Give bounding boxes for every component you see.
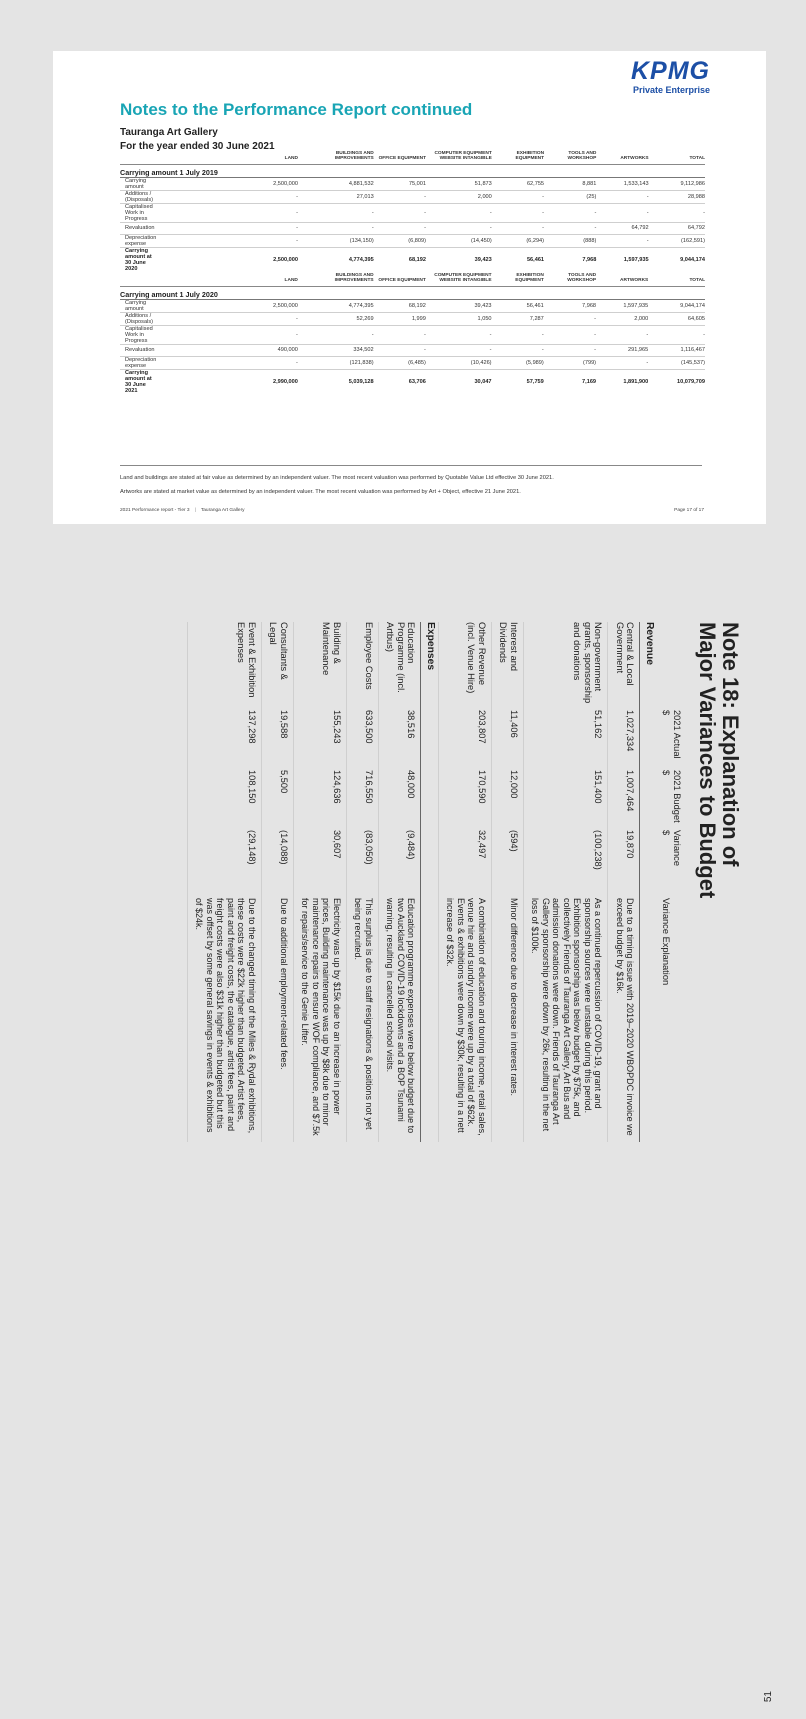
cell-value: - <box>648 325 705 344</box>
column-header: COMPUTER EQUIPMENT WEBSITE INTANGIBLE <box>426 151 492 164</box>
cell-value: - <box>596 356 648 369</box>
cell-value: - <box>544 344 596 356</box>
table-row <box>120 299 705 312</box>
variance-explanation: Due to the changed timing of the Miles & Rydal exhibitions, these costs were $22k higher than budgeted. Artist fees, paint and freight costs, the catalogue, artist fees, paint and freight costs were also $31k higher than budgeted but this was offset by some general savings in events & exhibitions of $24k. <box>188 890 262 1142</box>
cell-value: 8,881 <box>544 177 596 190</box>
total-value: 4,774,395 <box>348 256 374 263</box>
cell-value: 1,116,467 <box>648 344 705 356</box>
organisation-name: Tauranga Art Gallery <box>120 127 218 138</box>
actual-value: 137,298 <box>188 710 262 770</box>
table-row <box>120 203 705 222</box>
cell-value: - <box>492 222 544 234</box>
group-heading-row <box>421 622 439 1142</box>
variance-explanation: As a continued repercussion of COVID-19, grant and sponsorship sources were unstable during this period. Exhibition sponsorship was below budget by $75k, and collectively Friends of Tauranga Art Gallery, Art Bus and admission donations were down. Friends of Tauranga Art Gallery sponsorship were down by 26k, resulting in the net loss of $100k. <box>524 890 609 1142</box>
cell-value: 490,000 <box>156 344 297 356</box>
header-explanation: Variance Explanation <box>661 898 671 986</box>
table-row <box>120 344 705 356</box>
cell-value: - <box>544 325 596 344</box>
cell-value: - <box>544 203 596 222</box>
cell-value: 27,013 <box>298 190 374 203</box>
section-heading: Carrying amount 1 July 2020 <box>120 286 705 299</box>
page-number: 51 <box>763 1691 774 1703</box>
cell-value: - <box>492 325 544 344</box>
column-header: TOOLS AND WORKSHOP <box>544 151 596 164</box>
actual-value: 155,243 <box>294 710 347 770</box>
total-value: 63,706 <box>408 378 426 385</box>
cell-value: (25) <box>544 190 596 203</box>
divider <box>120 465 702 466</box>
cell-value: - <box>492 203 544 222</box>
variance-explanation: Due to a timing issue with 2019–2020 WBOPDC invoice we exceed budget by $16k. <box>608 890 640 1142</box>
budget-line-label: Consultants & Legal <box>262 622 294 710</box>
cell-value: - <box>156 203 298 222</box>
footer-org: Tauranga Art Gallery <box>200 508 245 513</box>
cell-value: 1,050 <box>426 312 492 325</box>
variance-explanation: Education programme expenses were below budget due to two Auckland COVID-19 lockdowns and a BOP Tsunami warning, resulting in cancelled school visits. <box>379 890 422 1142</box>
column-header-row <box>120 151 705 164</box>
cell-value: (134,150) <box>298 234 374 247</box>
row-label: Depreciation expense <box>120 356 156 369</box>
cell-value: 7,968 <box>544 299 596 312</box>
budget-value: 170,590 <box>439 770 492 830</box>
cell-value: - <box>298 222 374 234</box>
budget-row <box>188 622 262 1142</box>
column-header: TOOLS AND WORKSHOP <box>544 273 596 286</box>
cell-value: - <box>492 190 544 203</box>
budget-row <box>379 622 422 1142</box>
row-label: Revaluation <box>120 222 156 234</box>
budget-line-label: Education Programme (incl. Artbus) <box>379 622 422 710</box>
total-value: 9,044,174 <box>680 256 705 263</box>
cell-value: 64,792 <box>649 222 705 234</box>
budget-value: 716,550 <box>347 770 379 830</box>
total-value: 7,968 <box>582 256 597 263</box>
total-value: 56,461 <box>526 256 545 263</box>
cell-value: - <box>374 344 426 356</box>
kpmg-logo <box>631 58 710 95</box>
cell-value: 291,965 <box>596 344 648 356</box>
cell-value: 7,287 <box>492 312 544 325</box>
cell-value: 75,001 <box>374 177 426 190</box>
column-header-row <box>120 273 705 286</box>
section-heading: Carrying amount 1 July 2019 <box>120 164 705 177</box>
cell-value: (145,537) <box>648 356 705 369</box>
total-value: 30,047 <box>474 378 492 385</box>
asset-table-2021 <box>120 273 705 394</box>
cell-value: (6,809) <box>374 234 426 247</box>
cell-value: 64,605 <box>648 312 705 325</box>
budget-variance-table <box>187 622 682 1142</box>
actual-value: 51,162 <box>524 710 609 770</box>
cell-value: - <box>426 203 492 222</box>
header-actual <box>657 710 682 770</box>
report-page <box>53 51 766 524</box>
table-row <box>120 325 705 344</box>
group-heading: Expenses <box>421 622 439 1142</box>
cell-value: 56,461 <box>492 299 544 312</box>
budget-row <box>439 622 492 1142</box>
cell-value: - <box>544 312 596 325</box>
note18-title-line2: Major Variances to Budget <box>695 622 720 899</box>
cell-value: - <box>492 344 544 356</box>
variance-explanation: This surplus is due to staff resignations & positions not yet being recruited. <box>347 890 379 1142</box>
cell-value: - <box>426 325 492 344</box>
budget-row <box>608 622 640 1142</box>
cell-value: (10,426) <box>426 356 492 369</box>
cell-value: 28,988 <box>649 190 705 203</box>
variance-value: (594) <box>492 830 524 890</box>
cell-value: 4,881,532 <box>298 177 374 190</box>
total-value: 1,891,900 <box>623 378 649 385</box>
actual-value: 203,807 <box>439 710 492 770</box>
total-value: 57,759 <box>526 378 544 385</box>
header-variance-label: Variance <box>672 830 682 867</box>
column-header: ARTWORKS <box>596 151 648 164</box>
column-header: ARTWORKS <box>596 273 648 286</box>
cell-value: - <box>298 203 374 222</box>
variance-explanation: Due to additional employment-related fees. <box>262 890 294 1142</box>
variance-value: (29,148) <box>188 830 262 890</box>
variance-value: 30,607 <box>294 830 347 890</box>
actual-value: 38,516 <box>379 710 422 770</box>
budget-value: 124,636 <box>294 770 347 830</box>
column-header: TOTAL <box>649 151 705 164</box>
cell-value: - <box>298 325 374 344</box>
note18-title-line1: Note 18: Explanation of <box>718 622 743 867</box>
total-value: 5,039,128 <box>348 378 374 385</box>
note-land-buildings: Land and buildings are stated at fair value as determined by an independent valuer. The most recent valuation was performed by Quotable Value Ltd effective 30 June 2021. <box>120 475 554 481</box>
column-header: OFFICE EQUIPMENT <box>374 151 426 164</box>
cell-value: - <box>374 325 426 344</box>
actual-value: 11,406 <box>492 710 524 770</box>
total-label: Carrying amount at 30 June 2020 <box>125 247 152 272</box>
column-header: TOTAL <box>648 273 705 286</box>
logo-mark: KPMG <box>631 57 710 85</box>
budget-value: 48,000 <box>379 770 422 830</box>
table-row <box>120 234 705 247</box>
total-row <box>120 369 705 394</box>
cell-value: - <box>544 222 596 234</box>
table-row <box>120 190 705 203</box>
total-value: 2,500,000 <box>273 256 298 263</box>
total-value: 2,990,000 <box>272 378 298 385</box>
cell-value: (162,591) <box>649 234 705 247</box>
group-heading-row <box>640 622 657 1142</box>
budget-value: 151,400 <box>524 770 609 830</box>
budget-value: 108,150 <box>188 770 262 830</box>
cell-value: 4,774,395 <box>298 299 374 312</box>
row-label: Capitalised Work in Progress <box>120 325 156 344</box>
cell-value: - <box>156 234 298 247</box>
cell-value: - <box>426 222 492 234</box>
header-blank <box>120 151 156 164</box>
group-heading: Revenue <box>640 622 657 1142</box>
cell-value: - <box>596 190 648 203</box>
budget-value: 1,007,464 <box>608 770 640 830</box>
cell-value: - <box>156 312 297 325</box>
cell-value: - <box>596 325 648 344</box>
budget-line-label: Employee Costs <box>347 622 379 710</box>
cell-value: - <box>156 325 297 344</box>
budget-value: 12,000 <box>492 770 524 830</box>
column-header: LAND <box>156 151 298 164</box>
column-header: EXHIBITION EQUIPMENT <box>492 151 544 164</box>
asset-table-2020 <box>120 151 705 272</box>
budget-value: 5,500 <box>262 770 294 830</box>
header-variance-currency: $ <box>661 830 671 836</box>
table-row <box>120 222 705 234</box>
total-row <box>120 247 705 272</box>
header-blank <box>120 273 156 286</box>
cell-value: 2,000 <box>426 190 492 203</box>
variance-value: 19,870 <box>608 830 640 890</box>
total-value: 68,192 <box>408 256 427 263</box>
row-label: Carrying amount <box>120 177 156 190</box>
cell-value: (799) <box>544 356 596 369</box>
cell-value: 1,999 <box>374 312 426 325</box>
cell-value: - <box>596 203 648 222</box>
reporting-period: For the year ended 30 June 2021 <box>120 141 275 152</box>
total-value: 39,423 <box>474 256 492 263</box>
budget-line-label: Central & Local Government <box>608 622 640 710</box>
cell-value: 68,192 <box>374 299 426 312</box>
cell-value: - <box>156 190 298 203</box>
variance-explanation: Minor difference due to decrease in interest rates. <box>492 890 524 1142</box>
cell-value: - <box>374 222 426 234</box>
row-label: Additions / (Disposals) <box>120 312 156 325</box>
header-budget <box>657 770 682 830</box>
variance-value: (100,238) <box>524 830 609 890</box>
cell-value: - <box>374 190 426 203</box>
section-heading-row <box>120 286 705 299</box>
budget-line-label: Non-government grants, sponsorship and donations <box>524 622 609 710</box>
cell-value: (6,485) <box>374 356 426 369</box>
column-header: OFFICE EQUIPMENT <box>374 273 426 286</box>
column-header: EXHIBITION EQUIPMENT <box>492 273 544 286</box>
cell-value: 9,044,174 <box>648 299 705 312</box>
cell-value: 62,755 <box>492 177 544 190</box>
budget-line-label: Interest and Dividends <box>492 622 524 710</box>
cell-value: 2,000 <box>596 312 648 325</box>
cell-value: 2,500,000 <box>156 299 297 312</box>
cell-value: 334,502 <box>298 344 374 356</box>
header-budget-currency: $ <box>661 770 671 776</box>
cell-value: (121,838) <box>298 356 374 369</box>
cell-value: 2,500,000 <box>156 177 298 190</box>
cell-value: 39,423 <box>426 299 492 312</box>
table-row <box>120 177 705 190</box>
total-value: 10,079,709 <box>677 378 705 385</box>
budget-line-label: Building & Maintenance <box>294 622 347 710</box>
footer-left <box>120 508 245 513</box>
row-label: Revaluation <box>120 344 156 356</box>
variance-value: 32,497 <box>439 830 492 890</box>
table-row <box>120 356 705 369</box>
actual-value: 633,500 <box>347 710 379 770</box>
variance-value: (14,088) <box>262 830 294 890</box>
cell-value: 64,792 <box>596 222 648 234</box>
budget-row <box>294 622 347 1142</box>
header-variance <box>657 830 682 890</box>
budget-header-row <box>657 622 682 1142</box>
header-blank <box>657 622 682 710</box>
cell-value: - <box>649 203 705 222</box>
row-label: Depreciation expense <box>120 234 156 247</box>
total-value: 7,169 <box>582 378 597 385</box>
cell-value: - <box>426 344 492 356</box>
budget-line-label: Other Revenue (incl. Venue Hire) <box>439 622 492 710</box>
header-actual-currency: $ <box>661 710 671 716</box>
note18-page <box>0 578 806 1719</box>
table-row <box>120 312 705 325</box>
row-label: Capitalised Work in Progress <box>120 203 156 222</box>
column-header: BUILDINGS AND IMPROVEMENTS <box>298 151 374 164</box>
column-header: COMPUTER EQUIPMENT WEBSITE INTANGIBLE <box>426 273 492 286</box>
cell-value: (5,989) <box>492 356 544 369</box>
section-heading-row <box>120 164 705 177</box>
variance-value: (83,050) <box>347 830 379 890</box>
cell-value: 1,533,143 <box>596 177 648 190</box>
header-budget-label: 2021 Budget <box>672 770 682 823</box>
cell-value: - <box>156 356 297 369</box>
column-header: BUILDINGS AND IMPROVEMENTS <box>298 273 374 286</box>
note18-title <box>696 622 742 898</box>
footer-report: 2021 Performance report - Tier 3 <box>120 508 190 513</box>
budget-row <box>347 622 379 1142</box>
total-label: Carrying amount at 30 June 2021 <box>125 369 152 394</box>
cell-value: (888) <box>544 234 596 247</box>
cell-value: - <box>596 234 648 247</box>
cell-value: 51,873 <box>426 177 492 190</box>
budget-row <box>492 622 524 1142</box>
budget-line-label: Event & Exhibition Expenses <box>188 622 262 710</box>
variance-explanation: Electricity was up by $15k due to an increase in power prices, Building maintenance was up by $8k due to minor maintenance repairs to ensure WOF compliance, and $7.5k for repairs/service to the Genie Lifter. <box>294 890 347 1142</box>
cell-value: 52,269 <box>298 312 374 325</box>
cell-value: - <box>374 203 426 222</box>
header-actual-label: 2021 Actual <box>672 710 682 759</box>
cell-value: (14,450) <box>426 234 492 247</box>
page-title: Notes to the Performance Report continued <box>120 100 473 119</box>
budget-row <box>262 622 294 1142</box>
variance-explanation: A combination of education and touring income, retail sales, venue hire and sundry income were up by a total of $62k. Events & exhibitions were down by $30k, resulting in a nett increase of $32k. <box>439 890 492 1142</box>
note-artworks: Artworks are stated at market value as determined by an independent valuer. The most recent valuation was performed by Art + Object, effective 21 June 2021. <box>120 489 521 495</box>
column-header: LAND <box>156 273 297 286</box>
cell-value: - <box>156 222 298 234</box>
actual-value: 19,588 <box>262 710 294 770</box>
logo-subtitle: Private Enterprise <box>632 85 710 95</box>
footer-separator: | <box>194 508 196 513</box>
cell-value: 1,597,935 <box>596 299 648 312</box>
budget-row <box>524 622 609 1142</box>
actual-value: 1,027,334 <box>608 710 640 770</box>
variance-value: (9,484) <box>379 830 422 890</box>
total-value: 1,597,935 <box>623 256 649 263</box>
page-count: Page 17 of 17 <box>674 508 704 513</box>
cell-value: (6,294) <box>492 234 544 247</box>
row-label: Additions / (Disposals) <box>120 190 156 203</box>
row-label: Carrying amount <box>120 299 156 312</box>
cell-value: 9,112,986 <box>649 177 705 190</box>
